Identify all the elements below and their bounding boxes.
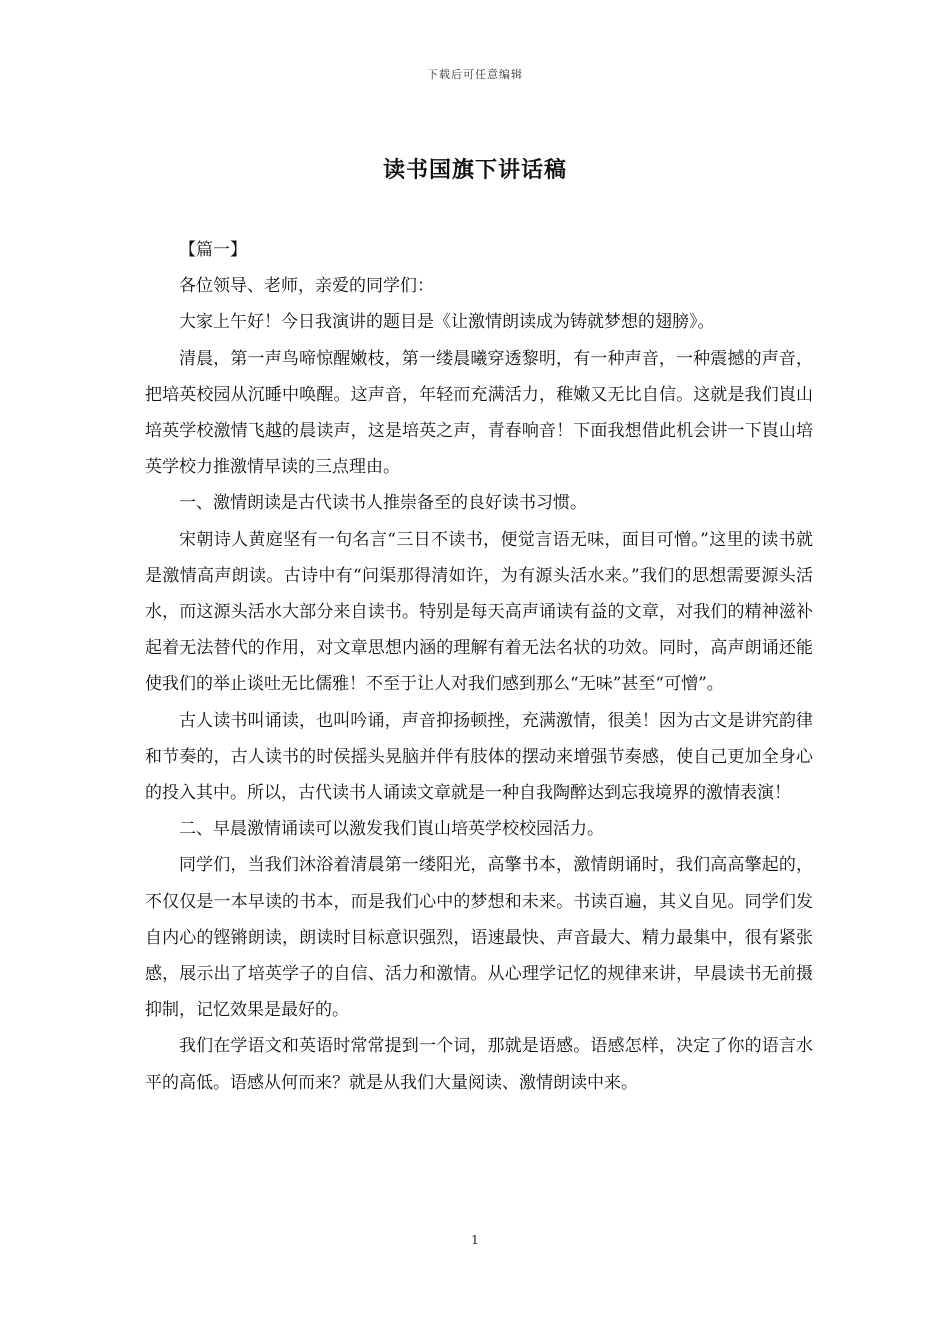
page-number: 1 — [471, 1233, 479, 1247]
paragraph-point-one-heading: 一、激情朗读是古代读书人推崇备至的良好读书习惯。 — [179, 493, 587, 514]
paragraph-language-sense: 我们在学语文和英语时常常提到一个词，那就是语感。语感怎样，决定了你的语言水平的高低。语感从何而来？就是从我们大量阅读、激情朗读中来。 — [145, 1036, 813, 1093]
section-label: 【篇一】 — [179, 240, 247, 260]
document-title: 读书国旗下讲话稿 — [382, 157, 567, 183]
paragraph-salutation: 各位领导、老师，亲爱的同学们： — [179, 276, 434, 297]
page-header-note: 下载后可任意编辑 — [427, 68, 523, 81]
paragraph-point-one-ancient: 古人读书叫诵读，也叫吟诵，声音抑扬顿挫，充满激情，很美！因为古文是讲究韵律和节奏的，古人读书的时侯摇头晃脑并伴有肢体的摆动来增强节奏感，使自己更加全身心的投入其中。所以，古代读书人诵读文章就是一种自我陶醉达到忘我境界的激情表演！ — [145, 710, 813, 804]
paragraph-point-one-quote: 宋朝诗人黄庭坚有一句名言“三日不读书，便觉言语无味，面目可憎。”这里的读书就是激情高声朗读。古诗中有“问渠那得清如许，为有源头活水来。”我们的思想需要源头活水，而这源头活水大部分来自读书。特别是每天高声诵读有益的文章，对我们的精神滋补起着无法替代的作用，对文章思想内涵的理解有着无法名状的功效。同时，高声朗诵还能使我们的举止谈吐无比儒雅！不至于让人对我们感到那么“无味”甚至“可憎”。 — [145, 529, 813, 695]
paragraph-intro: 清晨，第一声鸟啼惊醒嫩枝，第一缕晨曦穿透黎明，有一种声音，一种震撼的声音，把培英校园从沉睡中唤醒。这声音，年轻而充满活力，稚嫩又无比自信。这就是我们崀山培英学校激情飞越的晨读声，这是培英之声，青春响音！下面我想借此机会讲一下崀山培英学校力推激情早读的三点理由。 — [145, 348, 813, 478]
paragraph-point-two-heading: 二、早晨激情诵读可以激发我们崀山培英学校校园活力。 — [179, 819, 604, 840]
document-body — [145, 232, 813, 1101]
paragraph-point-two-body: 同学们，当我们沐浴着清晨第一缕阳光，高擎书本，激情朗诵时，我们高高擎起的，不仅仅是一本早读的书本，而是我们心中的梦想和未来。书读百遍，其义自见。同学们发自内心的铿锵朗读，朗读时目标意识强烈，语速最快、声音最大、精力最集中，很有紧张感，展示出了培英学子的自信、活力和激情。从心理学记忆的规律来讲，早晨读书无前摄抑制，记忆效果是最好的。 — [145, 855, 813, 1021]
paragraph-greeting: 大家上午好！今日我演讲的题目是《让激情朗读成为铸就梦想的翅膀》。 — [179, 312, 715, 333]
